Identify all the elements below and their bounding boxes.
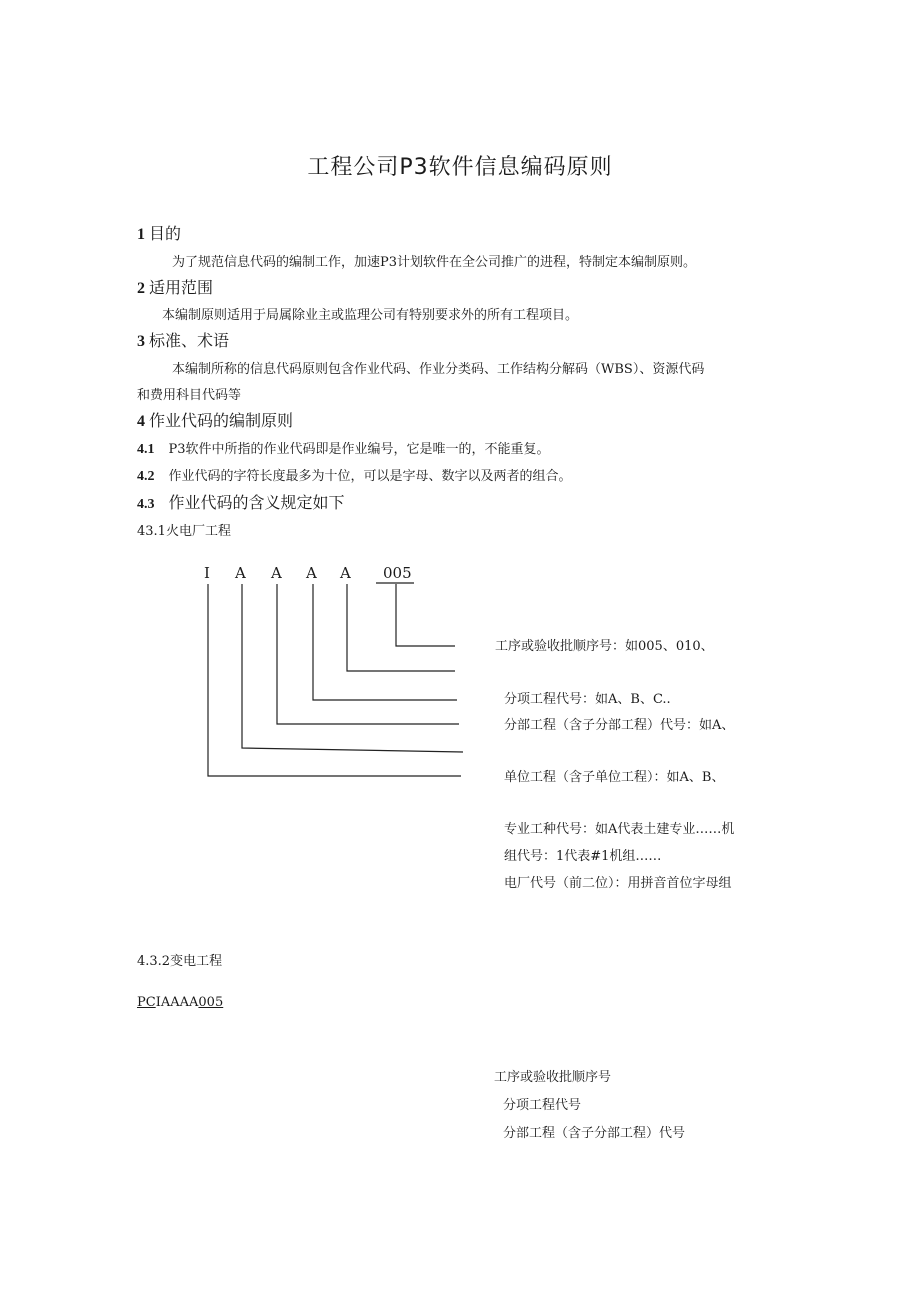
diagram-label: 分项工程代号：如A、B、C.. (504, 692, 671, 707)
code-letter: I (204, 564, 210, 582)
code-middle: IAAAA (155, 995, 199, 1010)
diagram-label: 单位工程（含子单位工程）：如A、B、 (504, 770, 725, 785)
diagram-label: 工序或验收批顺序号 (494, 1070, 612, 1085)
item-number: 4.2 (137, 469, 155, 484)
section-number: 1 (137, 226, 145, 243)
diagram-label: 组代号：1代表#1机组…… (504, 849, 662, 864)
section-2-body: 本编制原则适用于局属除业主或监理公司有特别要求外的所有工程项目。 (162, 308, 579, 323)
code-suffix: 005 (198, 995, 224, 1010)
code-sequence: 005 (383, 564, 412, 582)
diagram-label: 分部工程（含子分部工程）代号 (503, 1126, 686, 1141)
diagram-connector (396, 584, 455, 646)
item-text: 作业代码的字符长度最多为十位，可以是字母、数字以及两者的组合。 (168, 469, 572, 484)
diagram-label: 分项工程代号 (503, 1098, 582, 1113)
section-title: 适用范围 (149, 278, 214, 297)
section-title: 标准、术语 (149, 331, 230, 350)
item-number: 4.3 (137, 497, 155, 512)
code-letter: A (306, 564, 317, 582)
section-3-body-line1: 本编制所称的信息代码原则包含作业代码、作业分类码、工作结构分解码（WBS）、资源代码 (172, 362, 705, 377)
section-title: 作业代码的编制原则 (149, 411, 294, 430)
section-number: 4 (137, 413, 145, 430)
page-title: 工程公司P3软件信息编码原则 (307, 155, 613, 180)
section-1-body: 为了规范信息代码的编制工作，加速P3计划软件在全公司推广的进程，特制定本编制原则。 (172, 255, 697, 270)
diagram-connector (242, 584, 463, 752)
diagram-connector (277, 584, 459, 724)
section-title: 目的 (149, 224, 182, 243)
diagram-connector (347, 584, 455, 671)
code-prefix: PC (137, 995, 156, 1010)
item-number: 4.1 (137, 442, 155, 457)
code-letter: A (235, 564, 246, 582)
diagram-label: 专业工种代号：如A代表土建专业……机 (504, 822, 735, 837)
item-text: 作业代码的含义规定如下 (168, 493, 345, 512)
diagram-connector (313, 584, 457, 700)
code-letter: A (271, 564, 282, 582)
diagram-connector (208, 584, 461, 776)
diagram-label: 电厂代号（前二位）：用拼音首位字母组 (504, 876, 732, 891)
subsection-4-3-2: 4.3.2变电工程 (137, 954, 223, 969)
diagram-label: 工序或验收批顺序号：如005、010、 (495, 639, 714, 654)
code-letter: A (340, 564, 351, 582)
diagram-label: 分部工程（含子分部工程）代号：如A、 (504, 718, 735, 733)
item-text: P3软件中所指的作业代码即是作业编号，它是唯一的，不能重复。 (168, 442, 550, 457)
section-number: 2 (137, 280, 145, 297)
substation-code (137, 995, 223, 1010)
subsection-4-3-1: 43.1火电厂工程 (137, 524, 231, 539)
section-number: 3 (137, 333, 145, 350)
section-3-body-line2: 和费用科目代码等 (137, 388, 242, 403)
